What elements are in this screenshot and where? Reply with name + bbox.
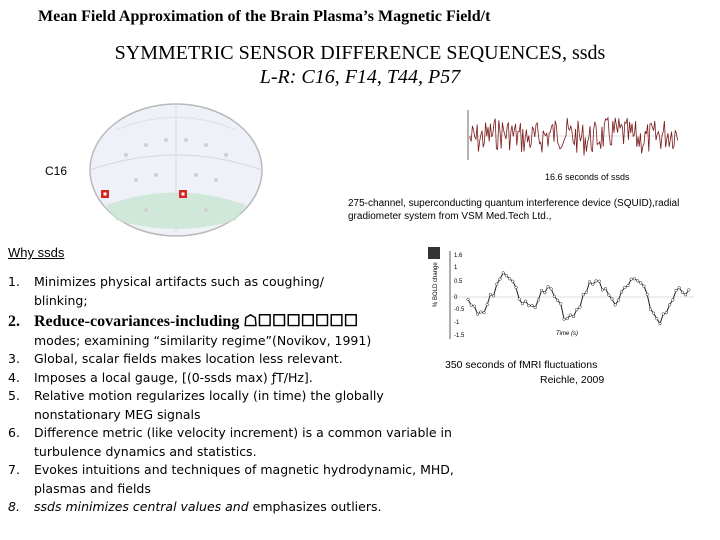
fmri-point: [598, 280, 601, 283]
list-item: 2. Reduce-covariances-including ☖☐☐☐☐☐☐☐: [8, 313, 359, 330]
fmri-tick: 1.6: [454, 253, 463, 259]
fmri-tick: 0.5: [454, 279, 463, 285]
fmri-point: [550, 288, 553, 291]
fmri-point: [659, 322, 662, 325]
fmri-point: [608, 294, 611, 297]
slide-title: Mean Field Approximation of the Brain Plasma’s Magnetic Field/t: [38, 8, 491, 25]
fmri-point: [585, 291, 588, 294]
fmri-tick: -1: [454, 320, 460, 326]
plot-corner-icon: [428, 247, 440, 259]
fmri-credit: Reichle, 2009: [540, 374, 605, 386]
fmri-tick: 0: [454, 295, 458, 301]
fmri-point: [681, 291, 684, 294]
fmri-point: [480, 311, 483, 314]
fmri-point: [652, 312, 655, 315]
fmri-point: [624, 286, 627, 289]
fmri-point: [560, 303, 563, 306]
fmri-point: [553, 295, 556, 298]
fmri-point: [582, 293, 585, 296]
fmri-point: [665, 311, 668, 314]
fmri-point: [556, 299, 559, 302]
ssds-trace-plot: [460, 110, 680, 162]
fmri-point: [672, 299, 675, 302]
fmri-point: [531, 304, 534, 307]
fmri-point: [569, 314, 572, 317]
fmri-point: [492, 295, 495, 298]
list-item: 7. Evokes intuitions and techniques of magnetic hydrodynamic, MHD, plasmas and fields: [8, 462, 454, 496]
fmri-point: [646, 293, 649, 296]
fmri-xlabel: Time (s): [556, 331, 578, 337]
fmri-point: [502, 272, 505, 275]
fmri-point: [505, 275, 508, 278]
fmri-point: [518, 298, 521, 301]
fmri-point: [512, 280, 515, 283]
fmri-point: [576, 308, 579, 311]
ssds-trace-line: [470, 118, 678, 156]
slide-heading: SYMMETRIC SENSOR DIFFERENCE SEQUENCES, ssds: [114, 42, 606, 64]
fmri-point: [595, 280, 598, 283]
fmri-point: [486, 303, 489, 306]
fmri-point: [547, 286, 550, 289]
fmri-tick: -0.5: [454, 307, 465, 313]
fmri-point: [537, 299, 540, 302]
fmri-point: [489, 293, 492, 296]
fmri-point: [678, 286, 681, 289]
fmri-point: [524, 300, 527, 303]
fmri-point: [528, 304, 531, 307]
list-item: 5. Relative motion regularizes locally (in time) the globally nonstationary MEG signals: [8, 388, 384, 422]
fmri-point: [515, 286, 518, 289]
fmri-point: [508, 278, 511, 281]
fmri-point: [630, 278, 633, 281]
list-item: 1. Minimizes physical artifacts such as coughing/ blinking;: [8, 274, 324, 308]
fmri-point: [643, 285, 646, 288]
fmri-point: [572, 315, 575, 318]
fmri-point: [499, 278, 502, 281]
list-item: modes; examining “similarity regime”(Novikov, 1991): [34, 332, 372, 348]
slide-subheading: L-R: C16, F14, T44, P57: [259, 66, 461, 88]
fmri-point: [563, 318, 566, 321]
fmri-point: [496, 283, 499, 286]
trace-caption: 16.6 seconds of ssds: [545, 172, 630, 182]
fmri-point: [601, 289, 604, 292]
fmri-point: [640, 282, 643, 285]
fmri-point: [566, 317, 569, 320]
fmri-point: [684, 294, 687, 297]
fmri-point: [636, 280, 639, 283]
sensor-label: C16: [45, 164, 68, 178]
fmri-point: [668, 304, 671, 307]
reasons-list: [8, 273, 478, 517]
sensor-head-map: [86, 100, 266, 240]
fmri-point: [617, 299, 620, 302]
fmri-point: [604, 287, 607, 290]
fmri-point: [540, 289, 543, 292]
fmri-point: [627, 284, 630, 287]
list-item: 3. Global, scalar fields makes location less relevant.: [8, 351, 343, 366]
fmri-caption: 350 seconds of fMRI fluctuations: [445, 359, 598, 371]
fmri-point: [534, 306, 537, 309]
fmri-point: [544, 291, 547, 294]
fmri-tick: -1.5: [454, 333, 465, 339]
list-item: 8. ssds minimizes central values and emphasizes outliers.: [8, 499, 382, 514]
fmri-point: [588, 281, 591, 284]
fmri-point: [656, 317, 659, 320]
fmri-point: [649, 308, 652, 311]
fmri-point: [633, 278, 636, 281]
why-ssds-heading: Why ssds: [8, 245, 65, 260]
fmri-point: [579, 306, 582, 309]
fmri-ylabel: % BOLD change: [433, 262, 439, 307]
fmri-point: [592, 283, 595, 286]
fmri-point: [662, 313, 665, 316]
fmri-point: [614, 304, 617, 307]
fmri-tick: 1: [454, 265, 458, 271]
fmri-point: [620, 290, 623, 293]
fmri-point: [675, 289, 678, 292]
list-item: 4. Imposes a local gauge, [(0-ssds max) ƒT/Hz].: [8, 369, 313, 385]
device-caption: 275-channel, superconducting quantum interference device (SQUID),radial gradiometer system from VSM Med.Tech Ltd.,: [348, 198, 680, 222]
fmri-point: [483, 311, 486, 314]
fmri-point: [688, 289, 691, 292]
list-item: 6. Difference metric (like velocity increment) is a common variable in turbulence dynamics and statistics.: [8, 425, 452, 459]
fmri-point: [521, 302, 524, 305]
fmri-point: [611, 298, 614, 301]
